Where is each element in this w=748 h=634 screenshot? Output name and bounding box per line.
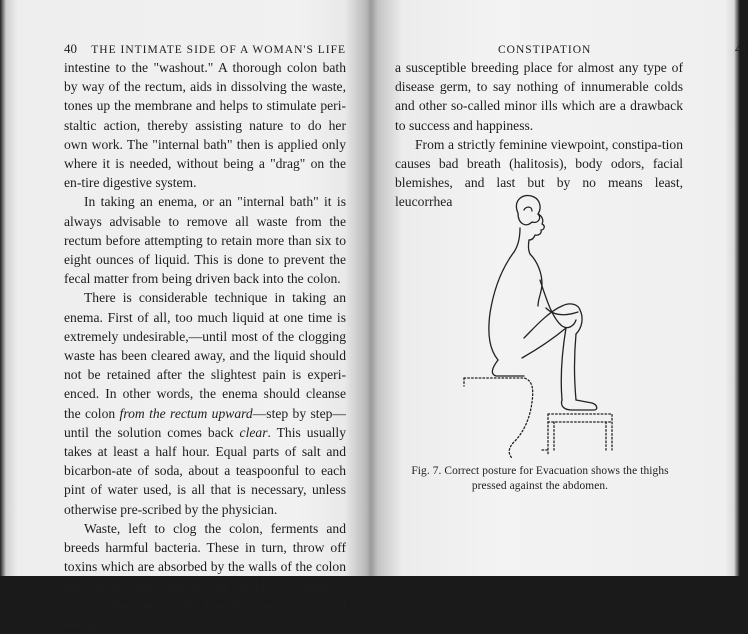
figure-face xyxy=(529,214,544,240)
figure-knee xyxy=(576,310,582,334)
left-paragraph-1: intestine to the "washout." A thorough colon bath by way of the rectum, aids in dissolving the waste, tones up the membrane and helps to stimulate peri-staltic action, thereby assisting nature to do her own work. The "internal bath" then is applied only where it is needed, without being a "drag" on the en-tire digestive system. xyxy=(64,60,346,191)
left-body-text xyxy=(64,58,346,634)
footstool xyxy=(542,414,612,454)
right-page xyxy=(370,0,748,576)
figure-foot xyxy=(561,400,596,410)
figure-hair-curl xyxy=(524,207,532,211)
figure-caption-line-2: pressed against the abdomen. xyxy=(471,480,609,492)
left-running-head xyxy=(64,41,346,57)
right-running-head xyxy=(498,41,748,57)
right-page-number: 41 xyxy=(735,41,748,56)
figure-illustration xyxy=(462,188,622,458)
left-page xyxy=(0,0,370,632)
figure-caption xyxy=(400,464,680,494)
left-paragraph-3: There is considerable technique in taking an enema. First of all, too much liquid at one time is extremely undesirable,—until most of the clogging waste has been cleared away, and the liquid should not be retained after the slightest pain is experi-enced. In other words, the enema should cleanse the colon from the rectum upward—step by step—until the solution comes back clear. This usually takes at least a half hour. Equal parts of salt and bicarbon-ate of soda, about a teaspoonful to each pint of water used, is all that is necessary, unless otherwise pre-scribed by the physician. xyxy=(64,290,347,517)
italic-phrase: clear xyxy=(239,424,268,440)
left-paragraph-2: In taking an enema, or an "internal bath" it is always advisable to remove all waste from the rectum before attempting to retain more than six to eight ounces of liquid. This is done to prevent the fecal matter from being driven back into the colon. xyxy=(64,194,346,287)
seated-woman-line-drawing xyxy=(462,188,622,458)
right-paragraph-1: a susceptible breeding place for almost any type of disease germ, to say nothing of innumerable colds and other so-called minor ills which are a drawback to success and happiness. xyxy=(395,60,683,133)
right-running-head-title: CONSTIPATION xyxy=(498,44,592,56)
figure-neck xyxy=(528,240,530,254)
left-running-head-title: THE INTIMATE SIDE OF A WOMAN'S LIFE xyxy=(91,44,346,56)
figure-seat xyxy=(492,360,524,376)
left-paragraph-4: Waste, left to clog the colon, ferments and breeds harmful bacteria. These in turn, throw off toxins which are absorbed by the walls of the colon and finally reach and poison the blood stream. A system thus poisoned, has less resistance and becomes xyxy=(64,520,346,632)
seat-platform xyxy=(464,378,533,458)
figure-shin-back xyxy=(561,328,566,400)
figure-shin-front xyxy=(575,334,577,400)
figure-caption-line-1: Fig. 7. Correct posture for Evacuation shows the thighs xyxy=(411,465,669,477)
figure-hair xyxy=(516,195,540,224)
figure-back xyxy=(489,252,514,360)
figure-neck-back xyxy=(514,228,520,252)
left-page-number: 40 xyxy=(64,41,77,56)
figure-thigh xyxy=(524,304,580,338)
italic-phrase: from the rectum upward xyxy=(119,405,253,421)
right-paragraph-2: From a strictly feminine viewpoint, constipa-tion causes bad breath (halitosis), body odors, facial blemishes, and last but by no means least, leucorrhea xyxy=(395,136,683,210)
